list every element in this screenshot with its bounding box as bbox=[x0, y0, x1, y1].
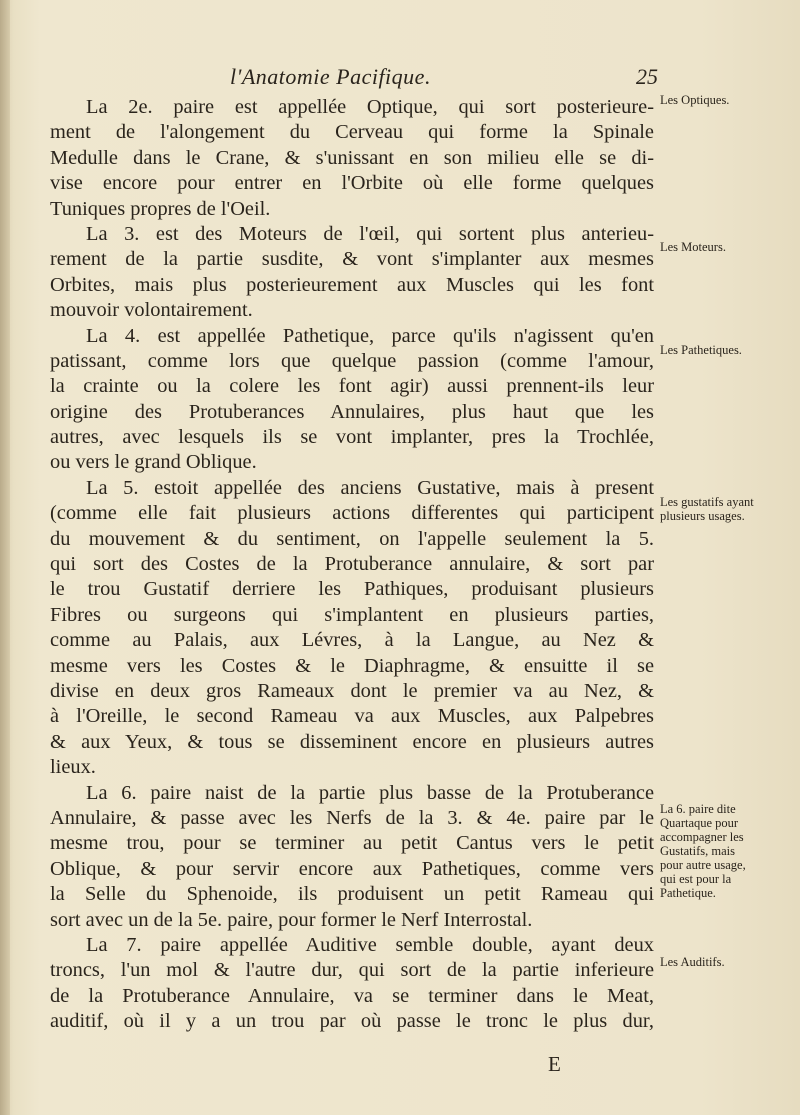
text-line: la Selle du Sphenoide, ils produisent un petit Rameau qui bbox=[50, 883, 654, 906]
margin-note-line: Pathetique. bbox=[660, 886, 716, 900]
page-header bbox=[50, 64, 660, 94]
text-line: patissant, comme lors que quelque passion (comme l'amour, bbox=[50, 349, 654, 372]
text-line: La 4. est appellée Pathetique, parce qu'ils n'agissent qu'en bbox=[86, 324, 654, 347]
margin-note-line: qui est pour la bbox=[660, 872, 732, 886]
margin-note-line: accompagner les bbox=[660, 830, 744, 844]
text-line: La 7. paire appellée Auditive semble double, ayant deux bbox=[86, 933, 654, 956]
text-line: auditif, où il y a un trou par où passe le tronc le plus dur, bbox=[50, 1010, 654, 1033]
text-line: Annulaire, & passe avec les Nerfs de la 3. & 4e. paire par le bbox=[50, 806, 654, 829]
text-line: du mouvement & du sentiment, on l'appelle seulement la 5. bbox=[50, 527, 654, 550]
margin-note-gustatifs bbox=[660, 495, 800, 523]
page-gutter bbox=[0, 0, 10, 1115]
text-line: Orbites, mais plus posterieurement aux Muscles qui les font bbox=[50, 273, 654, 296]
text-line: mesme vers les Costes & le Diaphragme, & ensuitte il se bbox=[50, 654, 654, 677]
margin-note-line: La 6. paire dite bbox=[660, 802, 736, 816]
text-line: de la Protuberance Annulaire, va se terminer dans le Meat, bbox=[50, 984, 654, 1007]
text-line: La 2e. paire est appellée Optique, qui sort posterieure- bbox=[86, 96, 654, 118]
margin-note-line: pour autre usage, bbox=[660, 858, 746, 872]
text-line: autres, avec lesquels ils se vont implanter, pres la Trochlée, bbox=[50, 426, 654, 449]
margin-note-pathetiques bbox=[660, 343, 800, 357]
text-line: origine des Protuberances Annulaires, plus haut que les bbox=[50, 400, 654, 423]
text-line: comme au Palais, aux Lévres, à la Langue, au Nez & bbox=[50, 629, 654, 652]
text-line: rement de la partie susdite, & vont s'implanter aux mesmes bbox=[50, 248, 654, 271]
page-number: 25 bbox=[636, 64, 658, 89]
margin-note-line: plusieurs usages. bbox=[660, 509, 745, 523]
text-line: divise en deux gros Rameaux dont le premier va au Nez, & bbox=[50, 679, 654, 702]
body-text bbox=[50, 95, 654, 1034]
text-line: & aux Yeux, & tous se disseminent encore en plusieurs autres bbox=[50, 730, 654, 753]
margin-note-line: Les Moteurs. bbox=[660, 240, 726, 254]
text-line: ou vers le grand Oblique. bbox=[50, 451, 257, 474]
text-line: vise encore pour entrer en l'Orbite où elle forme quelques bbox=[50, 172, 654, 195]
text-line: la crainte ou la colere les font agir) aussi prennent-ils leur bbox=[50, 375, 654, 398]
text-line: ment de l'alongement du Cerveau qui forme la Spinale bbox=[50, 121, 654, 144]
text-line: Tuniques propres de l'Oeil. bbox=[50, 197, 271, 220]
margin-note-line: Les Auditifs. bbox=[660, 955, 725, 969]
catchword: E bbox=[548, 1052, 561, 1076]
text-line: Fibres ou surgeons qui s'implantent en plusieurs parties, bbox=[50, 603, 654, 626]
text-line: La 5. estoit appellée des anciens Gustative, mais à present bbox=[86, 476, 654, 499]
text-line: La 6. paire naist de la partie plus basse de la Protuberance bbox=[86, 781, 654, 804]
text-line: troncs, l'un mol & l'autre dur, qui sort de la partie inferieure bbox=[50, 959, 654, 982]
text-line: mesme trou, pour se terminer au petit Cantus vers le petit bbox=[50, 832, 654, 855]
margin-note-optiques bbox=[660, 93, 800, 107]
text-line: à l'Oreille, le second Rameau va aux Muscles, aux Palpebres bbox=[50, 705, 654, 728]
margin-note-line: Les Optiques. bbox=[660, 93, 730, 107]
text-line: (comme elle fait plusieurs actions differentes qui participent bbox=[50, 502, 654, 525]
text-line: le trou Gustatif derriere les Pathiques, produisant plusieurs bbox=[50, 578, 654, 601]
text-line: Oblique, & pour servir encore aux Pathetiques, comme vers bbox=[50, 857, 654, 880]
margin-note-moteurs bbox=[660, 240, 800, 254]
text-line: lieux. bbox=[50, 756, 96, 779]
text-line: mouvoir volontairement. bbox=[50, 299, 253, 322]
margin-note-auditifs bbox=[660, 955, 800, 969]
running-title: l'Anatomie Pacifique. bbox=[230, 64, 431, 89]
margin-note-line: Gustatifs, mais bbox=[660, 844, 735, 858]
margin-note-line: Les gustatifs ayant bbox=[660, 495, 754, 509]
text-line: La 3. est des Moteurs de l'œil, qui sortent plus anterieu- bbox=[86, 222, 654, 245]
text-line: Medulle dans le Crane, & s'unissant en son milieu elle se di- bbox=[50, 146, 654, 169]
margin-note-line: Les Pathetiques. bbox=[660, 343, 742, 357]
margin-note-sixieme bbox=[660, 802, 800, 900]
margin-note-line: Quartaque pour bbox=[660, 816, 739, 830]
text-line: sort avec un de la 5e. paire, pour former le Nerf Interrostal. bbox=[50, 908, 533, 931]
text-line: qui sort des Costes de la Protuberance annulaire, & sort par bbox=[50, 553, 654, 576]
